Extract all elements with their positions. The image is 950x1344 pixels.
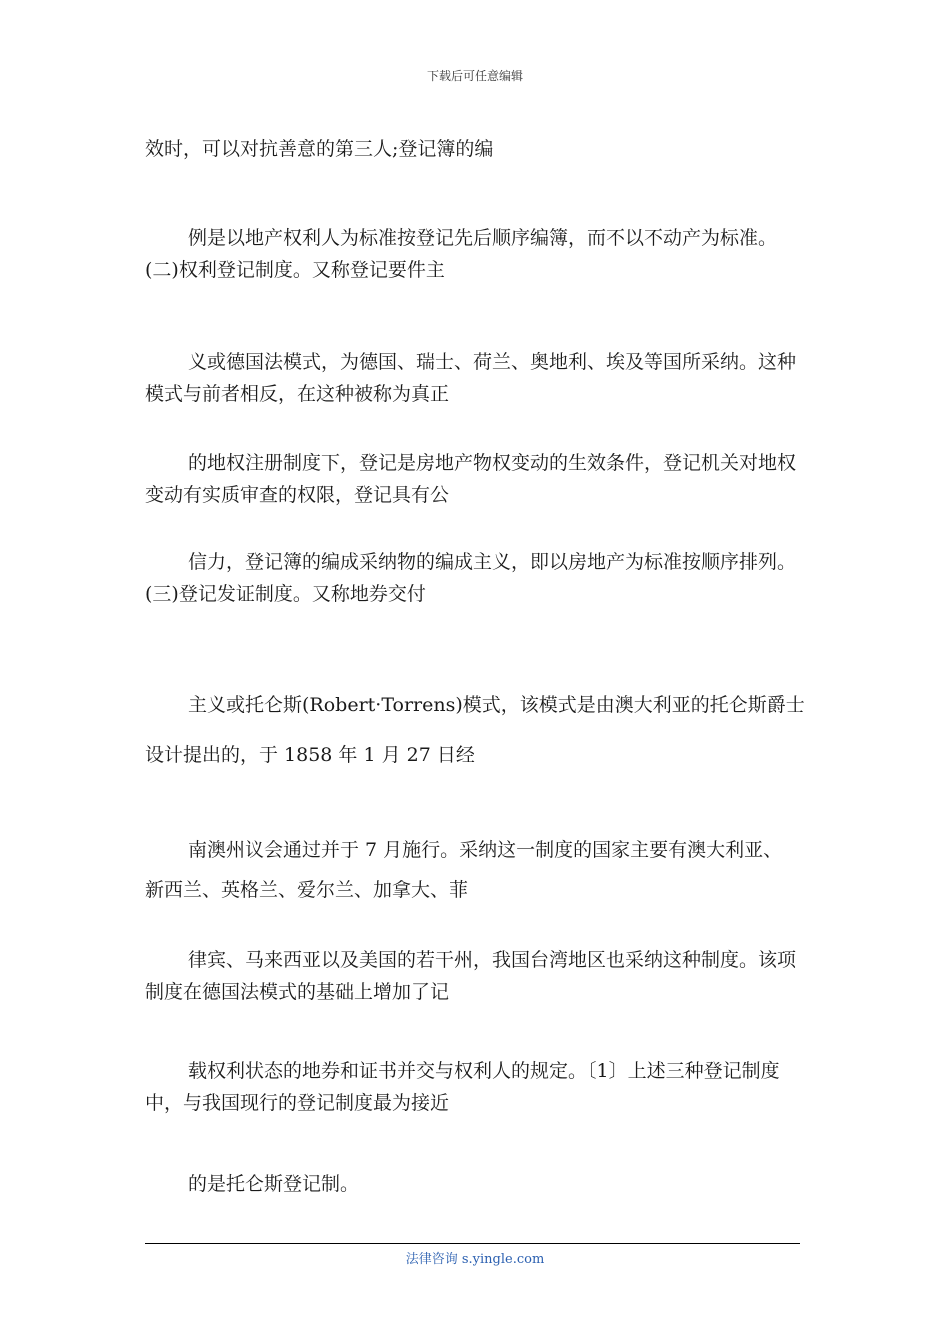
paragraph-10: 的是托仑斯登记制。 [188,1173,360,1195]
footer-divider [145,1243,800,1244]
paragraph-9: 载权利状态的地券和证书并交与权利人的规定。〔1〕上述三种登记制度中，与我国现行的登记制度最为接近 [145,1060,780,1114]
paragraph-8: 律宾、马来西亚以及美国的若干州，我国台湾地区也采纳这种制度。该项制度在德国法模式的基础上增加了记 [145,949,797,1003]
paragraph-4: 的地权注册制度下，登记是房地产物权变动的生效条件，登记机关对地权变动有实质审查的权限，登记具有公 [145,452,797,506]
paragraph-6: 主义或托仑斯(Robert·Torrens)模式，该模式是由澳大利亚的托仑斯爵士设计提出的，于 1858 年 1 月 27 日经 [145,694,805,766]
paragraph-7: 南澳州议会通过并于 7 月施行。采纳这一制度的国家主要有澳大利亚、 新西兰、英格兰、爱尔兰、加拿大、菲 [145,839,783,901]
page-header: 下载后可任意编辑 [426,69,523,83]
footer-link[interactable]: 法律咨询 s.yingle.com [405,1252,545,1267]
paragraph-2: 例是以地产权利人为标准按登记先后顺序编簿，而不以不动产为标准。(二)权利登记制度。又称登记要件主 [145,227,778,281]
paragraph-5: 信力，登记簿的编成采纳物的编成主义，即以房地产为标准按顺序排列。(三)登记发证制度。又称地券交付 [145,551,797,605]
paragraph-3: 义或德国法模式，为德国、瑞士、荷兰、奥地利、埃及等国所采纳。这种模式与前者相反，在这种被称为真正 [145,351,797,405]
paragraph-1: 效时，可以对抗善意的第三人;登记簿的编 [145,138,494,160]
